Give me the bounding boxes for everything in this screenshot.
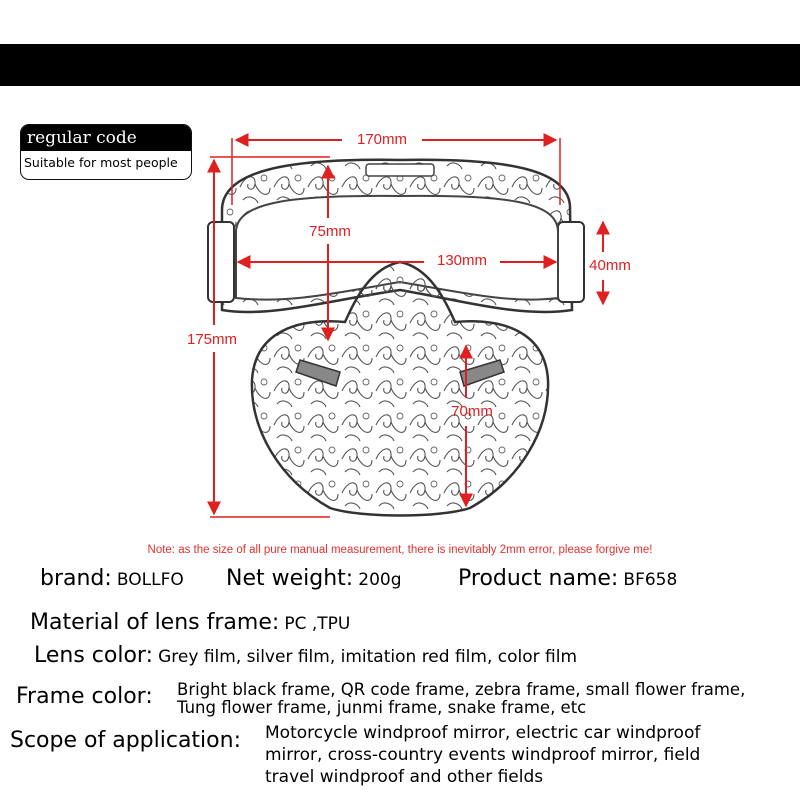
lens-value: Grey film, silver film, imitation red film, color film [158,647,578,667]
width-total-label: 170mm [356,130,408,148]
frame-value [177,681,745,717]
weight-label: Net weight: [226,566,354,591]
product-spec [458,566,677,591]
lens-label: Lens color: [34,643,154,668]
weight-spec [226,566,402,591]
right-strap-clip [558,222,584,302]
lens-width-label: 130mm [436,251,488,269]
weight-value: 200g [358,570,402,590]
material-value: PC ,TPU [284,614,351,634]
frame-label: Frame color: [16,684,153,709]
brand-value: BOLLFO [116,570,184,590]
product-value: BF658 [623,570,678,590]
lens-spec [34,643,577,668]
strap-height-label: 40mm [589,256,631,274]
brand-label: brand: [40,566,112,591]
material-spec [30,610,350,635]
scope-value [265,722,700,788]
goggle-height-label: 75mm [309,222,351,240]
scope-line-2: mirror, cross-country events windproof mirror, field [265,745,701,765]
badge-subtitle: Suitable for most people [24,155,178,170]
product-label: Product name: [458,566,619,591]
scope-line-1: Motorcycle windproof mirror, electric car windproof [265,723,701,743]
height-total-label: 175mm [186,330,238,348]
badge-title: regular code [21,125,191,151]
frame-line-1: Bright black frame, QR code frame, zebra frame, small flower frame, [177,680,746,699]
left-strap-clip [208,222,234,302]
brand-spec [40,566,184,591]
material-label: Material of lens frame: [30,610,280,635]
scope-label: Scope of application: [10,728,241,753]
frame-line-2: Tung flower frame, junmi frame, snake frame, etc [177,698,587,717]
scope-line-3: travel windproof and other fields [265,767,544,787]
mask-height-label: 70mm [451,402,493,420]
top-vent [366,164,434,176]
measurement-note: Note: as the size of all pure manual measurement, there is inevitably 2mm error, please forgive me! [147,544,653,556]
